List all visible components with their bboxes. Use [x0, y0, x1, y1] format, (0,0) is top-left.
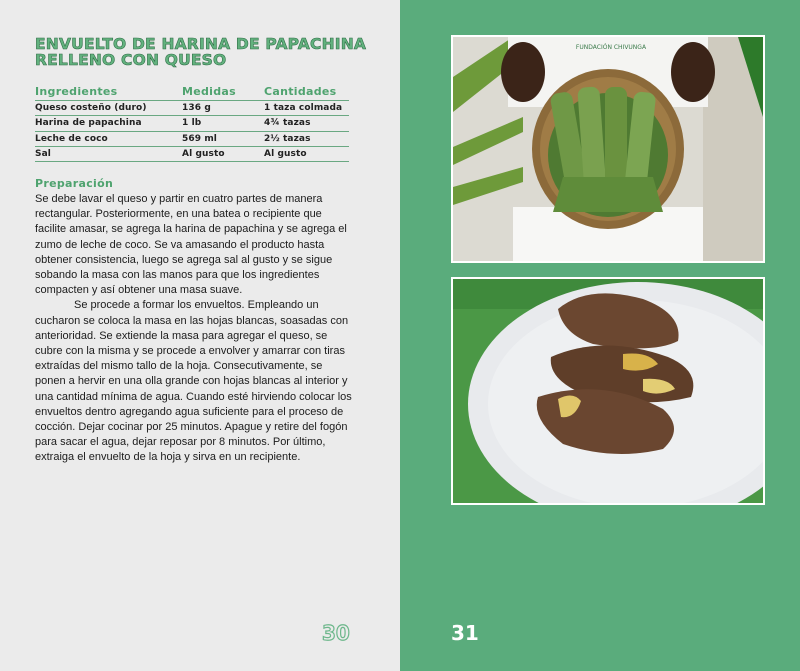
apron-logo: FUNDACIÓN CHIVUNGA — [575, 44, 647, 51]
page-number-left: 30 — [322, 621, 350, 645]
preparation-paragraph: Se procede a formar los envueltos. Empleando un cucharon se coloca la masa en las hojas blancas, soasadas con anterioridad. Se extiende la masa para agregar el queso, se cubre con la misma y se procede a envolver y amarrar con tiras extraídas del mismo tallo de la hoja. Consecutivamente, se ponen a hervir en una olla grande con hojas blancas al interior y una cantidad mínima de agua. Cuando esté hirviendo colocar los envueltos dentro agregando agua suficiente para el proceso de cocción. Dejar cocinar por 25 minutos. Apague y retire del fogón para sacar el agua, dejar reposar por 8 minutos. Por último, extraiga el envuelto de la hoja y sirva en un recipiente. — [35, 299, 352, 464]
ingredient-name: Sal — [35, 146, 182, 161]
column-header-quantities: Cantidades — [264, 84, 349, 101]
table-row — [35, 116, 349, 131]
ingredient-quantity: Al gusto — [264, 146, 349, 161]
table-row — [35, 131, 349, 146]
recipe-title: ENVUELTO DE HARINA DE PAPACHINA RELLENO CON QUESO — [35, 35, 367, 69]
table-row — [35, 101, 349, 116]
ingredient-measure: 136 g — [182, 101, 264, 116]
ingredient-measure: 569 ml — [182, 131, 264, 146]
photo-basket-of-envueltos — [451, 35, 765, 263]
ingredient-name: Queso costeño (duro) — [35, 101, 182, 116]
ingredient-name: Leche de coco — [35, 131, 182, 146]
table-row — [35, 146, 349, 161]
ingredient-quantity: 1 taza colmada — [264, 101, 349, 116]
ingredient-measure: 1 lb — [182, 116, 264, 131]
photo-plated-envueltos — [451, 277, 765, 505]
page-number-right: 31 — [451, 621, 479, 645]
preparation-paragraph: Se debe lavar el queso y partir en cuatro partes de manera rectangular. Posteriormente, en una batea o recipiente que facilite amasar, se agrega la harina de papachina y se agrega el zumo de leche de coco. Se va amasando el producto hasta obtener consistencia, luego se agrega sal al gusto y se sigue sobando la masa con las manos para que los ingredientes compacten y así obtener una masa suave. — [35, 193, 347, 297]
preparation-text — [35, 192, 353, 466]
ingredients-table — [35, 84, 349, 162]
ingredient-quantity: 4¾ tazas — [264, 116, 349, 131]
table-header-row — [35, 84, 349, 101]
right-page — [400, 0, 800, 671]
column-header-measures: Medidas — [182, 84, 264, 101]
ingredient-name: Harina de papachina — [35, 116, 182, 131]
ingredient-measure: Al gusto — [182, 146, 264, 161]
ingredient-quantity: 2½ tazas — [264, 131, 349, 146]
preparation-heading: Preparación — [35, 177, 114, 190]
column-header-ingredients: Ingredientes — [35, 84, 182, 101]
